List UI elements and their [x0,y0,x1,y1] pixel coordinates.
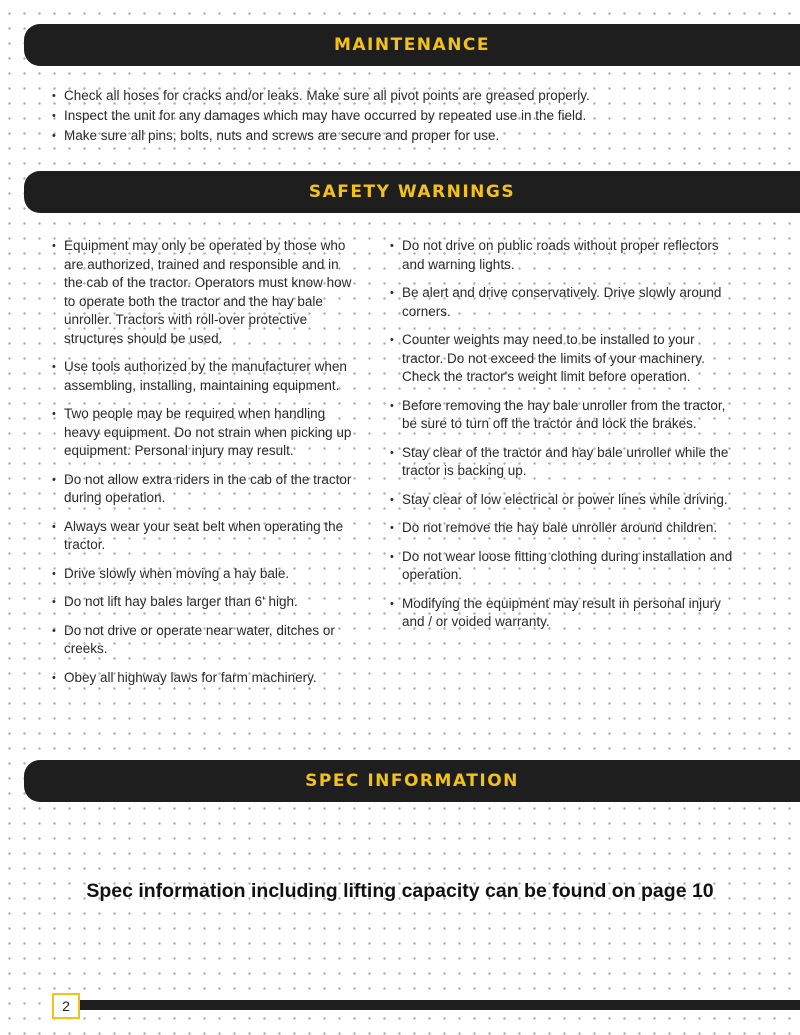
list-item: • Be alert and drive conservatively. Drive slowly around corners. [390,284,735,321]
safety-warnings-heading: SAFETY WARNINGS [24,171,800,213]
list-item: • Check all hoses for cracks and/or leaks. Make sure all pivot points are greased properly. [52,86,772,106]
page-number: 2 [52,993,80,1019]
list-item: • Obey all highway laws for farm machinery. [52,669,352,688]
list-item: • Equipment may only be operated by those who are authorized, trained and responsible and in the cab of the tractor. Operators must know how to operate both the tractor and the hay bale unroller. Tractors with roll-over protective structures should be used. [52,237,352,348]
spec-information-text: Spec information including lifting capacity can be found on page 10 [86,880,714,902]
list-item: • Do not allow extra riders in the cab of the tractor during operation. [52,471,352,508]
maintenance-list [52,86,772,146]
list-item: • Stay clear of the tractor and hay bale unroller while the tractor is backing up. [390,444,735,481]
list-item: • Use tools authorized by the manufacturer when assembling, installing, maintaining equipment. [52,358,352,395]
list-item: • Inspect the unit for any damages which may have occurred by repeated use in the field. [52,106,772,126]
list-item: • Do not wear loose fitting clothing during installation and operation. [390,548,735,585]
list-item: • Two people may be required when handling heavy equipment. Do not strain when picking up equipment. Personal injury may result. [52,405,352,461]
footer-bar [60,1000,800,1010]
list-item: • Stay clear of low electrical or power lines while driving. [390,491,735,510]
list-item: • Do not remove the hay bale unroller around children. [390,519,735,538]
list-item: • Make sure all pins, bolts, nuts and screws are secure and proper for use. [52,126,772,146]
list-item: • Modifying the equipment may result in personal injury and / or voided warranty. [390,595,735,632]
list-item: • Do not lift hay bales larger than 6' high. [52,593,352,612]
list-item: • Do not drive on public roads without proper reflectors and warning lights. [390,237,735,274]
list-item: • Always wear your seat belt when operating the tractor. [52,518,352,555]
spec-information-heading: SPEC INFORMATION [24,760,800,802]
list-item: • Do not drive or operate near water, ditches or creeks. [52,622,352,659]
list-item: • Drive slowly when moving a hay bale. [52,565,352,584]
maintenance-heading: MAINTENANCE [24,24,800,66]
list-item: • Before removing the hay bale unroller from the tractor, be sure to turn off the tractor and lock the brakes. [390,397,735,434]
list-item: • Counter weights may need to be installed to your tractor. Do not exceed the limits of your machinery. Check the tractor's weight limit before operation. [390,331,735,387]
safety-list-left [52,237,352,697]
safety-list-right [390,237,735,642]
